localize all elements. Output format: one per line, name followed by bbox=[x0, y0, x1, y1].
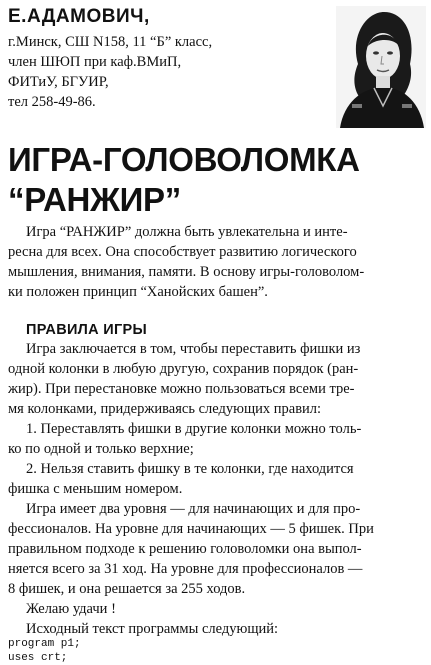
rules-line: Желаю удачи ! bbox=[26, 601, 116, 617]
rules-line: Игра имеет два уровня — для начинающих и для про- bbox=[26, 501, 361, 517]
rules-line: 8 фишек, и она решается за 255 ходов. bbox=[8, 581, 246, 597]
title-line: ИГРА-ГОЛОВОЛОМКА bbox=[8, 141, 360, 178]
article-title bbox=[8, 140, 428, 220]
intro-line: ресна для всех. Она способствует развитию логического bbox=[8, 244, 357, 260]
intro-line: ки положен принцип “Ханойских башен”. bbox=[8, 284, 268, 300]
rules-line: мя колонками, придерживаясь следующих правил: bbox=[8, 401, 322, 417]
author-portrait-image bbox=[336, 6, 426, 128]
code-line: uses crt; bbox=[8, 652, 68, 664]
code-line: program p1; bbox=[8, 638, 81, 650]
rules-line: жир). При перестановке можно пользоваться всеми тре- bbox=[8, 381, 355, 397]
rules-line: одной колонки в любую другую, сохранив порядок (ран- bbox=[8, 361, 359, 377]
rules-line: Игра заключается в том, чтобы переставить фишки из bbox=[26, 341, 361, 357]
author-photo bbox=[336, 6, 426, 128]
rules-line: фишка с меньшим номером. bbox=[8, 481, 183, 497]
rules-heading: ПРАВИЛА ИГРЫ bbox=[26, 322, 147, 338]
affiliation-line: тел 258-49-86. bbox=[8, 94, 96, 110]
title-line: “РАНЖИР” bbox=[8, 181, 181, 218]
affiliation-line: член ШЮП при каф.ВМиП, bbox=[8, 54, 182, 70]
rules-line: ко по одной и только верхние; bbox=[8, 441, 194, 457]
rules-line: 1. Переставлять фишки в другие колонки можно толь- bbox=[26, 421, 362, 437]
rules-line: Исходный текст программы следующий: bbox=[26, 621, 279, 637]
rules-line: фессионалов. На уровне для начинающих — 5 фишек. При bbox=[8, 521, 374, 537]
affiliation-line: ФИТиУ, БГУИР, bbox=[8, 74, 109, 90]
author-affiliation bbox=[8, 32, 308, 112]
code-listing bbox=[8, 637, 424, 665]
author-name: Е.АДАМОВИЧ, bbox=[8, 6, 150, 27]
affiliation-line: г.Минск, СШ N158, 11 “Б” класс, bbox=[8, 34, 213, 50]
rules-text bbox=[8, 339, 424, 639]
intro-line: Игра “РАНЖИР” должна быть увлекательна и инте- bbox=[26, 224, 348, 240]
intro-line: мышления, внимания, памяти. В основу игры-головолом- bbox=[8, 264, 365, 280]
rules-line: правильном подходе к решению головоломки она выпол- bbox=[8, 541, 362, 557]
rules-line: няется всего за 31 ход. На уровне для профессионалов — bbox=[8, 561, 363, 577]
intro-paragraph bbox=[8, 222, 424, 302]
rules-line: 2. Нельзя ставить фишку в те колонки, где находится bbox=[26, 461, 354, 477]
